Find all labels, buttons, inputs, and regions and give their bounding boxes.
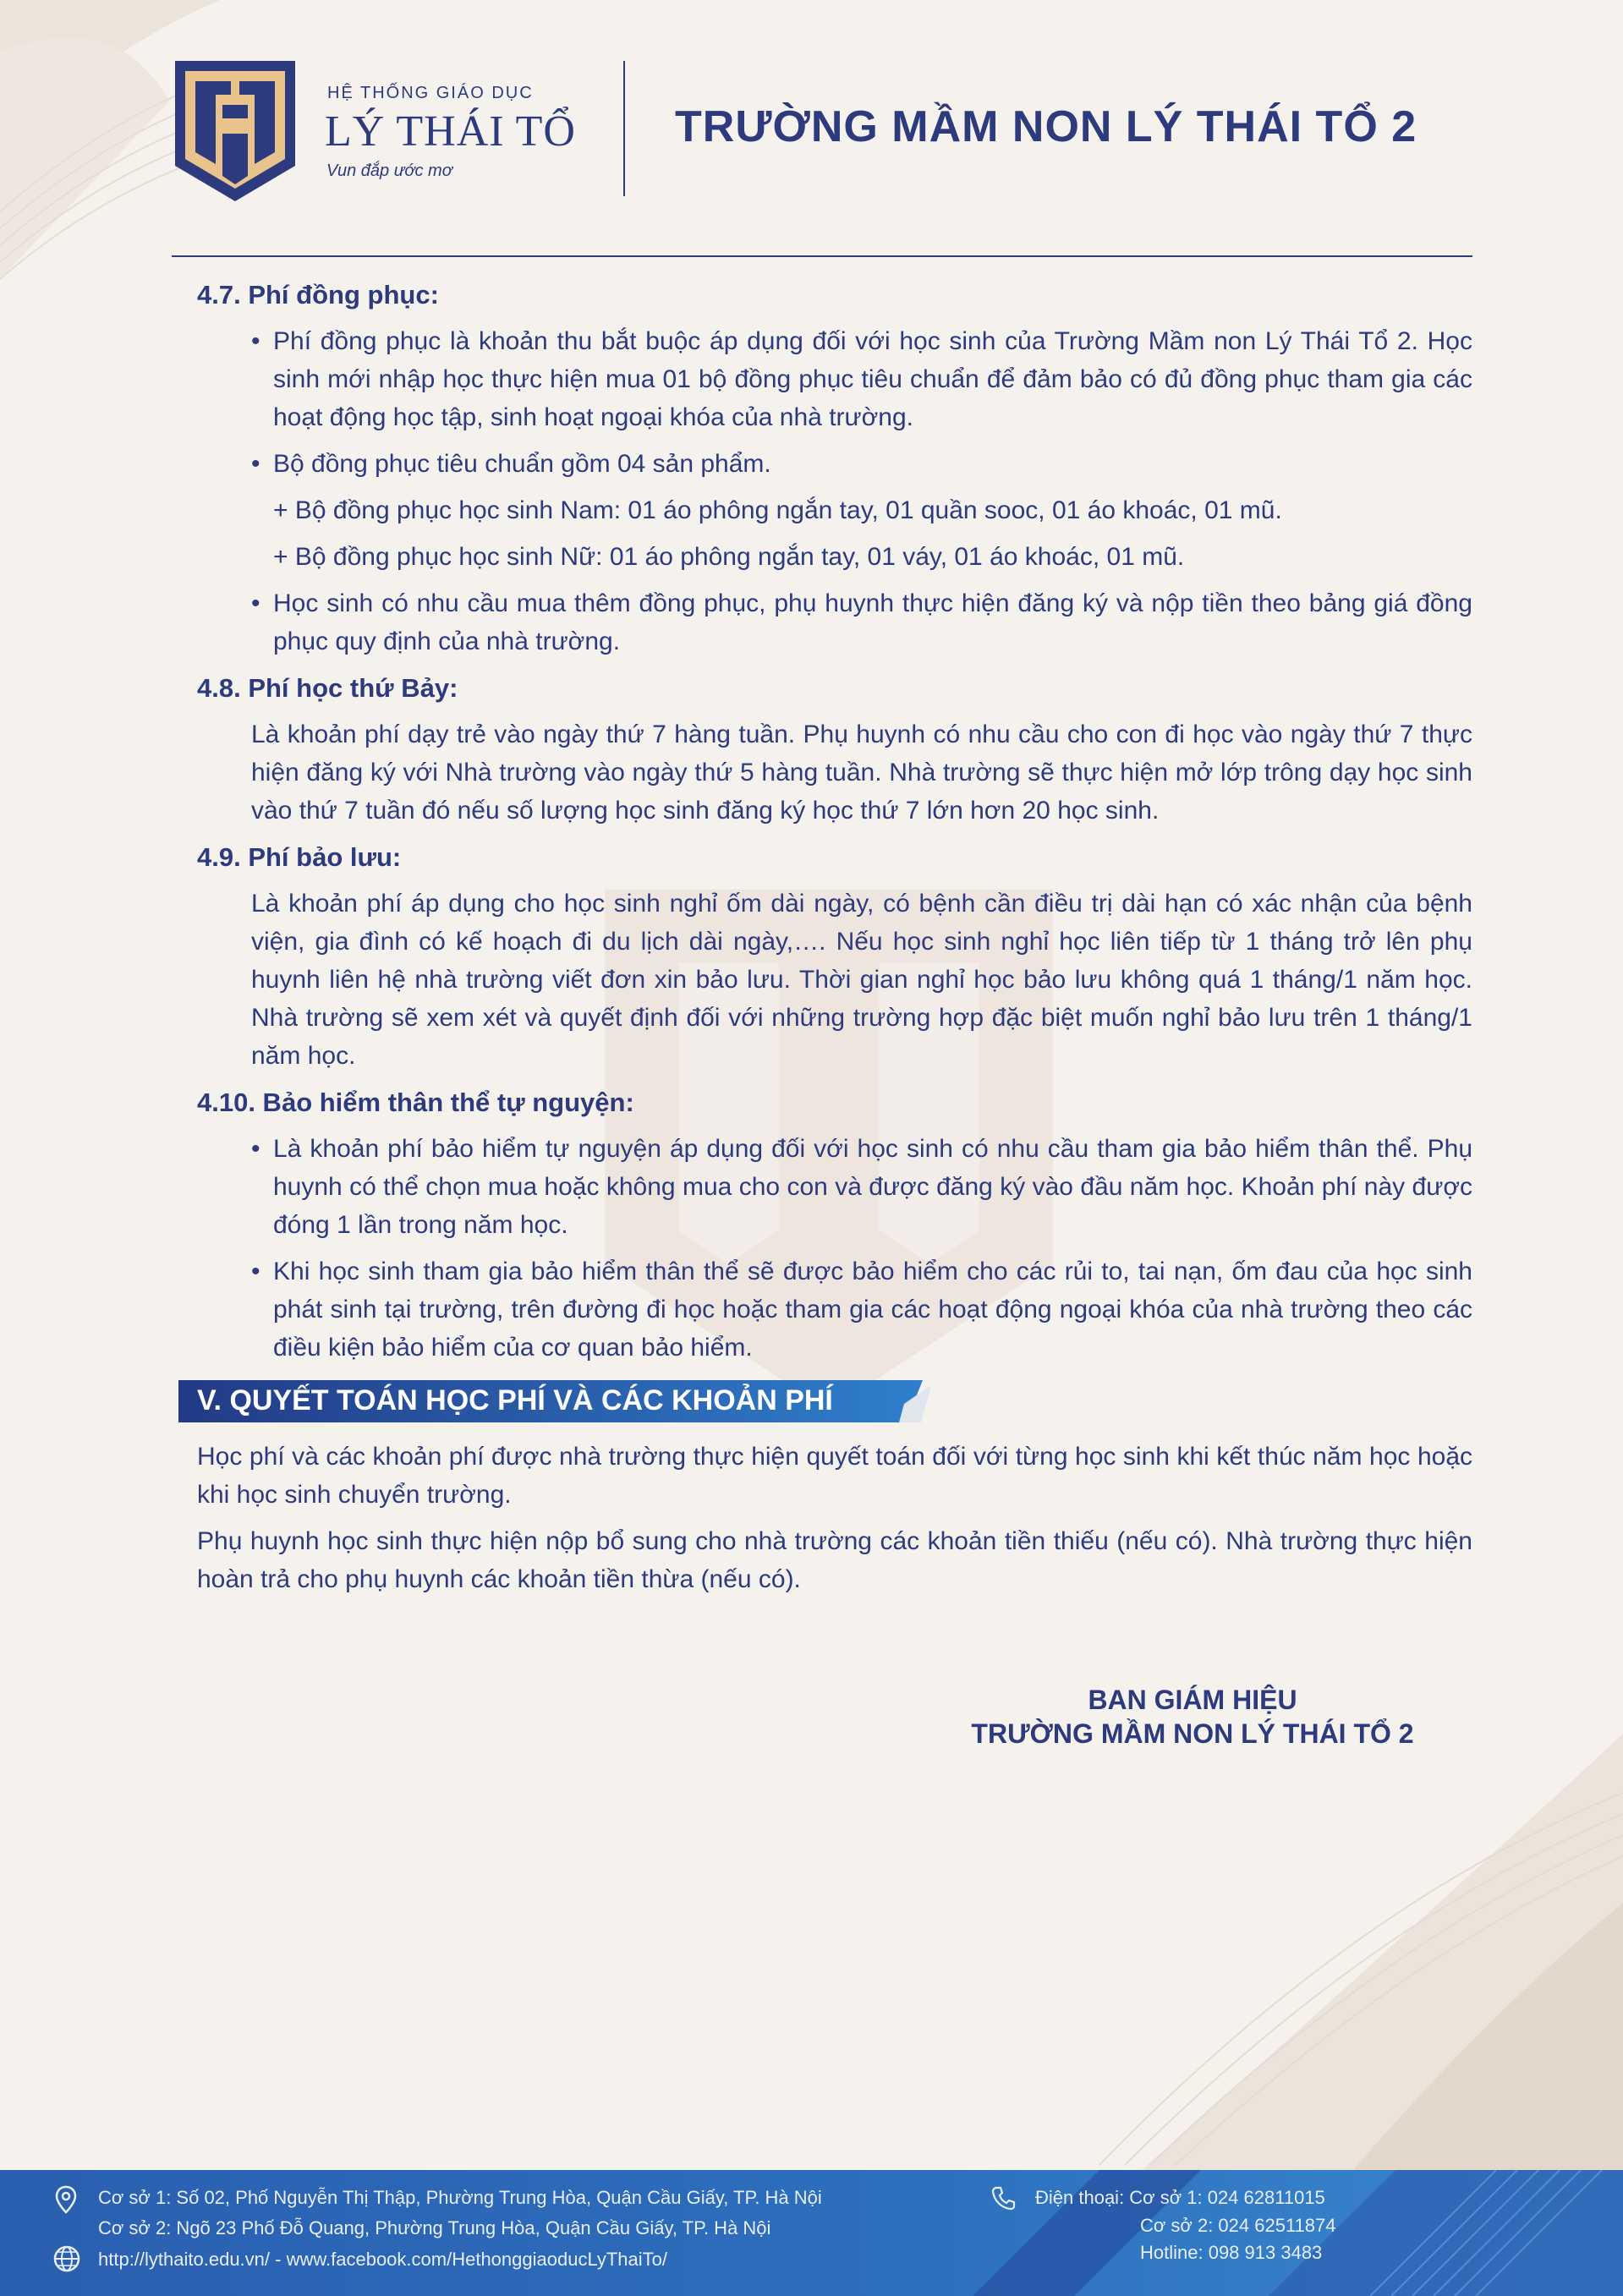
signature-block — [922, 1683, 1463, 1751]
footer — [0, 2170, 1623, 2296]
phone-icon — [991, 2185, 1017, 2211]
section-5-paragraph-1: Học phí và các khoản phí được nhà trường thực hiện quyết toán đối với từng học sinh khi kết thúc năm học hoặc khi học sinh chuyển trường. — [197, 1443, 1472, 1509]
document-body — [197, 272, 1472, 1607]
section-4-7-heading: 4.7. Phí đồng phục: — [197, 280, 439, 310]
globe-icon — [52, 2244, 81, 2273]
section-4-10-bullet-1: • Là khoản phí bảo hiểm tự nguyện áp dụng đối với học sinh có nhu cầu tham gia bảo hiểm thân thể. Phụ huynh có thể chọn mua hoặc không mua cho con và được đăng ký vào đầu năm học. Khoản phí này được đóng 1 lần trong năm học. — [273, 1130, 1472, 1244]
signature-board: BAN GIÁM HIỆU — [1088, 1685, 1297, 1715]
section-4-8-heading: 4.8. Phí học thứ Bảy: — [197, 673, 458, 703]
signature-school: TRƯỜNG MẦM NON LÝ THÁI TỔ 2 — [971, 1718, 1414, 1749]
footer-phone-1: Điện thoại: Cơ sở 1: 024 62811015 — [1035, 2187, 1325, 2208]
section-4-7-bullet-1: • Phí đồng phục là khoản thu bắt buộc áp dụng đối với học sinh của Trường Mầm non Lý Thái Tổ 2. Học sinh mới nhập học thực hiện mua 01 bộ đồng phục tiêu chuẩn để đảm bảo có đủ đồng phục tham gia các hoạt động học tập, sinh hoạt ngoại khóa của nhà trường. — [273, 322, 1472, 436]
school-title: TRƯỜNG MẦM NON LÝ THÁI TỔ 2 — [675, 102, 1417, 151]
section-4-8-text: Là khoản phí dạy trẻ vào ngày thứ 7 hàng tuần. Phụ huynh có nhu cầu cho con đi học vào ngày thứ 7 thực hiện đăng ký với Nhà trường vào ngày thứ 5 hàng tuần. Nhà trường sẽ thực hiện mở lớp trông dạy học sinh vào thứ 7 tuần đó nếu số lượng học sinh đăng ký học thứ 7 lớn hơn 20 học sinh. — [251, 721, 1472, 825]
logo-system-label: HỆ THỐNG GIÁO DỤC — [327, 84, 534, 102]
section-5-banner — [178, 1378, 948, 1422]
location-pin-icon — [54, 2185, 78, 2214]
section-4-10-bullet-2: • Khi học sinh tham gia bảo hiểm thân thể sẽ được bảo hiểm cho các rủi to, tai nạn, ốm đau của học sinh phát sinh tại trường, trên đường đi học hoặc tham gia các hoạt động ngoại khóa của nhà trường theo các điều kiện bảo hiểm của cơ quan bảo hiểm. — [273, 1252, 1472, 1367]
section-5-title: V. QUYẾT TOÁN HỌC PHÍ VÀ CÁC KHOẢN PHÍ — [197, 1384, 833, 1417]
section-4-7-girls-uniform: + Bộ đồng phục học sinh Nữ: 01 áo phông ngắn tay, 01 váy, 01 áo khoác, 01 mũ. — [273, 543, 1185, 571]
header-rule — [172, 255, 1472, 257]
section-4-9-text: Là khoản phí áp dụng cho học sinh nghỉ ốm dài ngày, có bệnh cần điều trị dài hạn có xác nhận của bệnh viện, gia đình có kế hoạch đi du lịch dài ngày,…. Nếu học sinh nghỉ học liên tiếp từ 1 tháng trở lên phụ huynh liên hệ nhà trường viết đơn xin bảo lưu. Thời gian nghỉ học bảo lưu không quá 1 tháng/1 năm học. Nhà trường sẽ xem xét và quyết định đối với những trường hợp đặc biệt muốn nghỉ bảo lưu trên 1 tháng/1 năm học. — [251, 890, 1472, 1070]
logo-slogan: Vun đắp ước mơ — [326, 162, 452, 180]
section-4-9-heading: 4.9. Phí bảo lưu: — [197, 842, 402, 872]
section-4-7-bullet-3: • Học sinh có nhu cầu mua thêm đồng phục, phụ huynh thực hiện đăng ký và nộp tiền theo bảng giá đồng phục quy định của nhà trường. — [273, 584, 1472, 660]
section-4-10-heading: 4.10. Bảo hiểm thân thể tự nguyện: — [197, 1088, 634, 1117]
logo-brand-name: LÝ THÁI TỔ — [325, 107, 576, 156]
footer-phone-2: Cơ sở 2: 024 62511874 — [1140, 2215, 1336, 2236]
section-5-paragraph-2: Phụ huynh học sinh thực hiện nộp bổ sung cho nhà trường các khoản tiền thiếu (nếu có). Nhà trường thực hiện hoàn trả cho phụ huynh các khoản tiền thừa (nếu có). — [197, 1527, 1472, 1593]
section-4-7-boys-uniform: + Bộ đồng phục học sinh Nam: 01 áo phông ngắn tay, 01 quần sooc, 01 áo khoác, 01 mũ. — [273, 496, 1282, 524]
section-4-7-bullet-2: • Bộ đồng phục tiêu chuẩn gồm 04 sản phẩm. — [273, 445, 1472, 483]
footer-website-link[interactable]: http://lythaito.edu.vn/ - www.facebook.com/HethonggiaoducLyThaiTo/ — [98, 2249, 668, 2270]
footer-address-2: Cơ sở 2: Ngõ 23 Phố Đỗ Quang, Phường Trung Hòa, Quận Cầu Giấy, TP. Hà Nội — [98, 2217, 771, 2238]
school-logo-icon — [172, 58, 299, 203]
footer-hotline: Hotline: 098 913 3483 — [1140, 2242, 1323, 2263]
header-divider — [623, 61, 625, 196]
footer-address-1: Cơ sở 1: Số 02, Phố Nguyễn Thị Thập, Phường Trung Hòa, Quận Cầu Giấy, TP. Hà Nội — [98, 2187, 822, 2208]
